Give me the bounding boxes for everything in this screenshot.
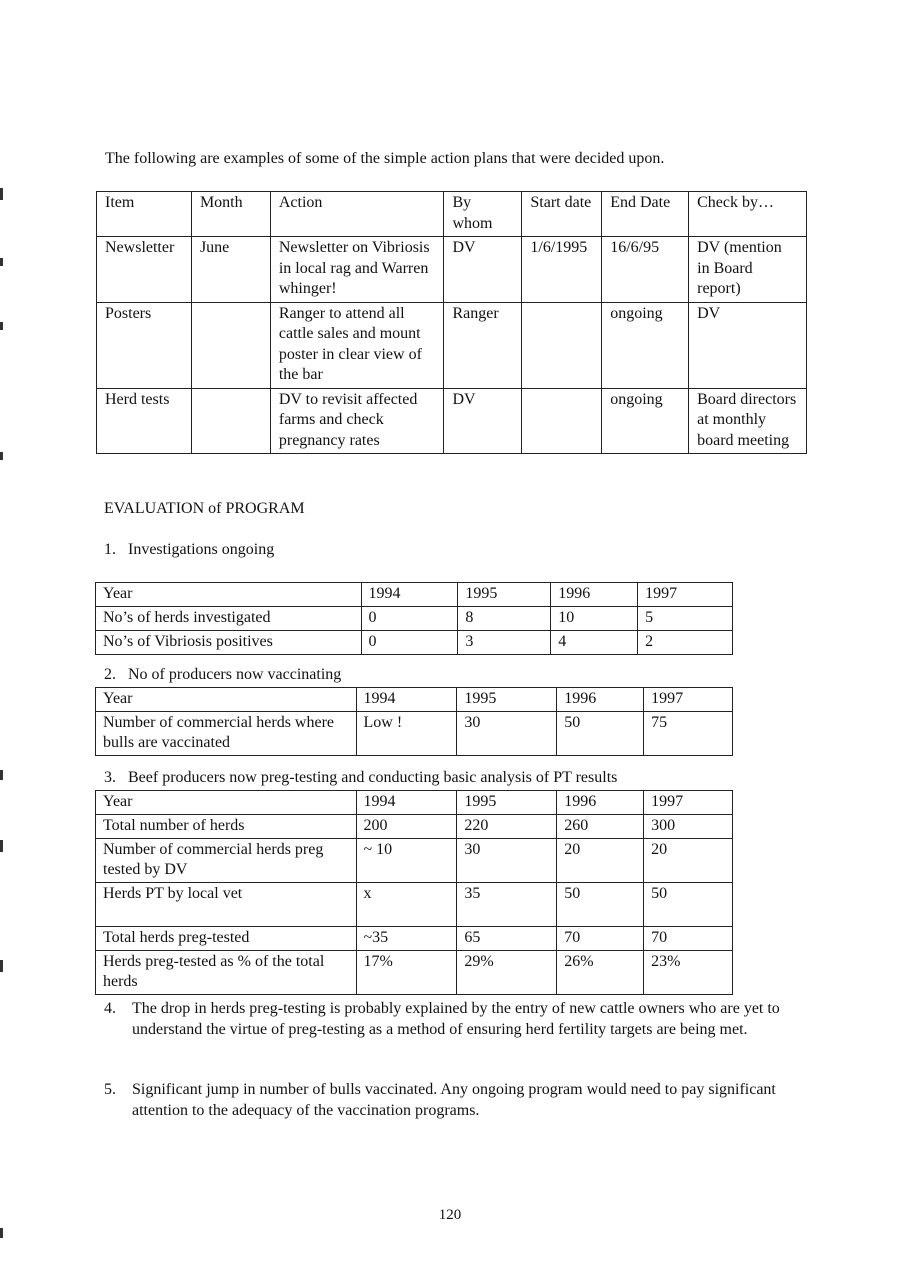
table-cell: DV to revisit affected farms and check pregnancy rates bbox=[270, 388, 444, 454]
table-cell: Herds preg-tested as % of the total herds bbox=[96, 951, 357, 995]
table-row bbox=[97, 388, 807, 454]
table-cell: 75 bbox=[644, 712, 733, 756]
table-cell: 2 bbox=[638, 631, 733, 655]
header-cell: 1995 bbox=[458, 583, 551, 607]
intro-text: The following are examples of some of the simple action plans that were decided upon. bbox=[105, 150, 665, 167]
note-5 bbox=[104, 1080, 794, 1121]
table-header-row bbox=[96, 583, 733, 607]
table-cell: Herd tests bbox=[97, 388, 192, 454]
evaluation-heading: EVALUATION of PROGRAM bbox=[104, 500, 305, 517]
table-cell: June bbox=[191, 237, 270, 303]
section-number: 1. bbox=[104, 541, 116, 558]
header-cell: Month bbox=[191, 192, 270, 237]
table-cell: 17% bbox=[356, 951, 457, 995]
note-number: 5. bbox=[104, 1081, 116, 1098]
table-cell: No’s of herds investigated bbox=[96, 607, 362, 631]
table-cell: 0 bbox=[361, 607, 458, 631]
table-cell: Ranger bbox=[444, 302, 522, 388]
header-cell: Item bbox=[97, 192, 192, 237]
table-cell: 260 bbox=[557, 815, 644, 839]
table-cell: 50 bbox=[557, 883, 644, 927]
table-cell: Herds PT by local vet bbox=[96, 883, 357, 927]
table-cell: 30 bbox=[457, 712, 557, 756]
table-cell: ~ 10 bbox=[356, 839, 457, 883]
table-cell: 70 bbox=[557, 927, 644, 951]
table-row bbox=[97, 302, 807, 388]
scan-mark bbox=[0, 840, 3, 852]
investigations-table bbox=[95, 582, 733, 655]
table-cell: 26% bbox=[557, 951, 644, 995]
header-cell: End Date bbox=[602, 192, 689, 237]
section-number: 3. bbox=[104, 769, 116, 786]
table-cell: 65 bbox=[457, 927, 557, 951]
table-row bbox=[96, 712, 733, 756]
header-cell: Action bbox=[270, 192, 444, 237]
header-cell: 1996 bbox=[557, 791, 644, 815]
table-cell: Number of commercial herds where bulls are vaccinated bbox=[96, 712, 357, 756]
section-2-heading bbox=[104, 666, 341, 684]
header-cell: Year bbox=[96, 688, 357, 712]
header-cell: 1996 bbox=[557, 688, 644, 712]
action-plan-table bbox=[96, 191, 807, 454]
header-cell: Check by… bbox=[689, 192, 807, 237]
table-cell: Low ! bbox=[356, 712, 457, 756]
table-cell: Number of commercial herds preg tested by DV bbox=[96, 839, 357, 883]
table-cell: Posters bbox=[97, 302, 192, 388]
table-cell: ongoing bbox=[602, 388, 689, 454]
table-header-row bbox=[96, 791, 733, 815]
table-cell: DV bbox=[444, 388, 522, 454]
scan-mark bbox=[0, 188, 3, 200]
note-text: The drop in herds preg-testing is probably explained by the entry of new cattle owners who are yet to understand the virtue of preg-testing as a method of ensuring herd fertility targets are being met. bbox=[132, 1000, 780, 1038]
scan-mark bbox=[0, 1228, 3, 1238]
header-cell: 1997 bbox=[644, 688, 733, 712]
table-cell: Total number of herds bbox=[96, 815, 357, 839]
header-cell: 1996 bbox=[551, 583, 638, 607]
vaccinating-table bbox=[95, 687, 733, 756]
table-cell: 23% bbox=[644, 951, 733, 995]
table-cell: 29% bbox=[457, 951, 557, 995]
header-cell: 1997 bbox=[644, 791, 733, 815]
table-cell: Total herds preg-tested bbox=[96, 927, 357, 951]
table-row bbox=[96, 839, 733, 883]
section-title: No of producers now vaccinating bbox=[128, 666, 342, 683]
table-cell: DV bbox=[444, 237, 522, 303]
header-cell: 1994 bbox=[356, 688, 457, 712]
table-cell bbox=[191, 388, 270, 454]
table-cell: 20 bbox=[557, 839, 644, 883]
table-cell: ~35 bbox=[356, 927, 457, 951]
table-row bbox=[96, 927, 733, 951]
table-cell bbox=[522, 302, 602, 388]
table-cell: 8 bbox=[458, 607, 551, 631]
header-cell: Year bbox=[96, 583, 362, 607]
header-cell: By whom bbox=[444, 192, 522, 237]
table-cell: ongoing bbox=[602, 302, 689, 388]
header-cell: 1994 bbox=[361, 583, 458, 607]
page-number: 120 bbox=[438, 1207, 462, 1223]
section-title: Beef producers now preg-testing and conducting basic analysis of PT results bbox=[128, 769, 618, 786]
header-cell: 1995 bbox=[457, 688, 557, 712]
section-title: Investigations ongoing bbox=[128, 541, 275, 558]
scan-mark bbox=[0, 770, 3, 780]
table-header-row bbox=[96, 688, 733, 712]
preg-testing-table bbox=[95, 790, 733, 995]
table-cell: 4 bbox=[551, 631, 638, 655]
table-cell: Ranger to attend all cattle sales and mount poster in clear view of the bar bbox=[270, 302, 444, 388]
scan-mark bbox=[0, 960, 3, 972]
table-cell bbox=[191, 302, 270, 388]
section-1-heading bbox=[104, 541, 274, 559]
table-cell: 200 bbox=[356, 815, 457, 839]
table-cell: DV (mention in Board report) bbox=[689, 237, 807, 303]
header-cell: Start date bbox=[522, 192, 602, 237]
table-cell: Newsletter bbox=[97, 237, 192, 303]
table-row bbox=[96, 815, 733, 839]
header-cell: 1997 bbox=[638, 583, 733, 607]
table-cell: Newsletter on Vibriosis in local rag and Warren whinger! bbox=[270, 237, 444, 303]
table-cell: 35 bbox=[457, 883, 557, 927]
table-cell: 300 bbox=[644, 815, 733, 839]
table-cell: Board directors at monthly board meeting bbox=[689, 388, 807, 454]
table-cell: 3 bbox=[458, 631, 551, 655]
header-cell: 1994 bbox=[356, 791, 457, 815]
section-3-heading bbox=[104, 769, 617, 787]
table-row bbox=[96, 607, 733, 631]
section-number: 2. bbox=[104, 666, 116, 683]
table-cell: 50 bbox=[644, 883, 733, 927]
table-cell: 10 bbox=[551, 607, 638, 631]
note-number: 4. bbox=[104, 1000, 116, 1017]
table-cell: 0 bbox=[361, 631, 458, 655]
note-4 bbox=[104, 999, 794, 1040]
table-cell: 1/6/1995 bbox=[522, 237, 602, 303]
table-cell: 220 bbox=[457, 815, 557, 839]
note-text: Significant jump in number of bulls vaccinated. Any ongoing program would need to pay significant attention to the adequacy of the vaccination programs. bbox=[132, 1081, 776, 1119]
table-cell: 50 bbox=[557, 712, 644, 756]
table-cell: DV bbox=[689, 302, 807, 388]
table-row bbox=[96, 631, 733, 655]
header-cell: 1995 bbox=[457, 791, 557, 815]
table-cell: 70 bbox=[644, 927, 733, 951]
table-cell: 5 bbox=[638, 607, 733, 631]
table-cell: 30 bbox=[457, 839, 557, 883]
table-cell: 16/6/95 bbox=[602, 237, 689, 303]
table-cell: x bbox=[356, 883, 457, 927]
table-cell: 20 bbox=[644, 839, 733, 883]
scan-mark bbox=[0, 258, 3, 266]
scan-mark bbox=[0, 452, 3, 460]
table-header-row bbox=[97, 192, 807, 237]
scan-mark bbox=[0, 322, 3, 330]
table-cell bbox=[522, 388, 602, 454]
table-row bbox=[96, 951, 733, 995]
header-cell: Year bbox=[96, 791, 357, 815]
table-row bbox=[97, 237, 807, 303]
table-cell: No’s of Vibriosis positives bbox=[96, 631, 362, 655]
table-row bbox=[96, 883, 733, 927]
